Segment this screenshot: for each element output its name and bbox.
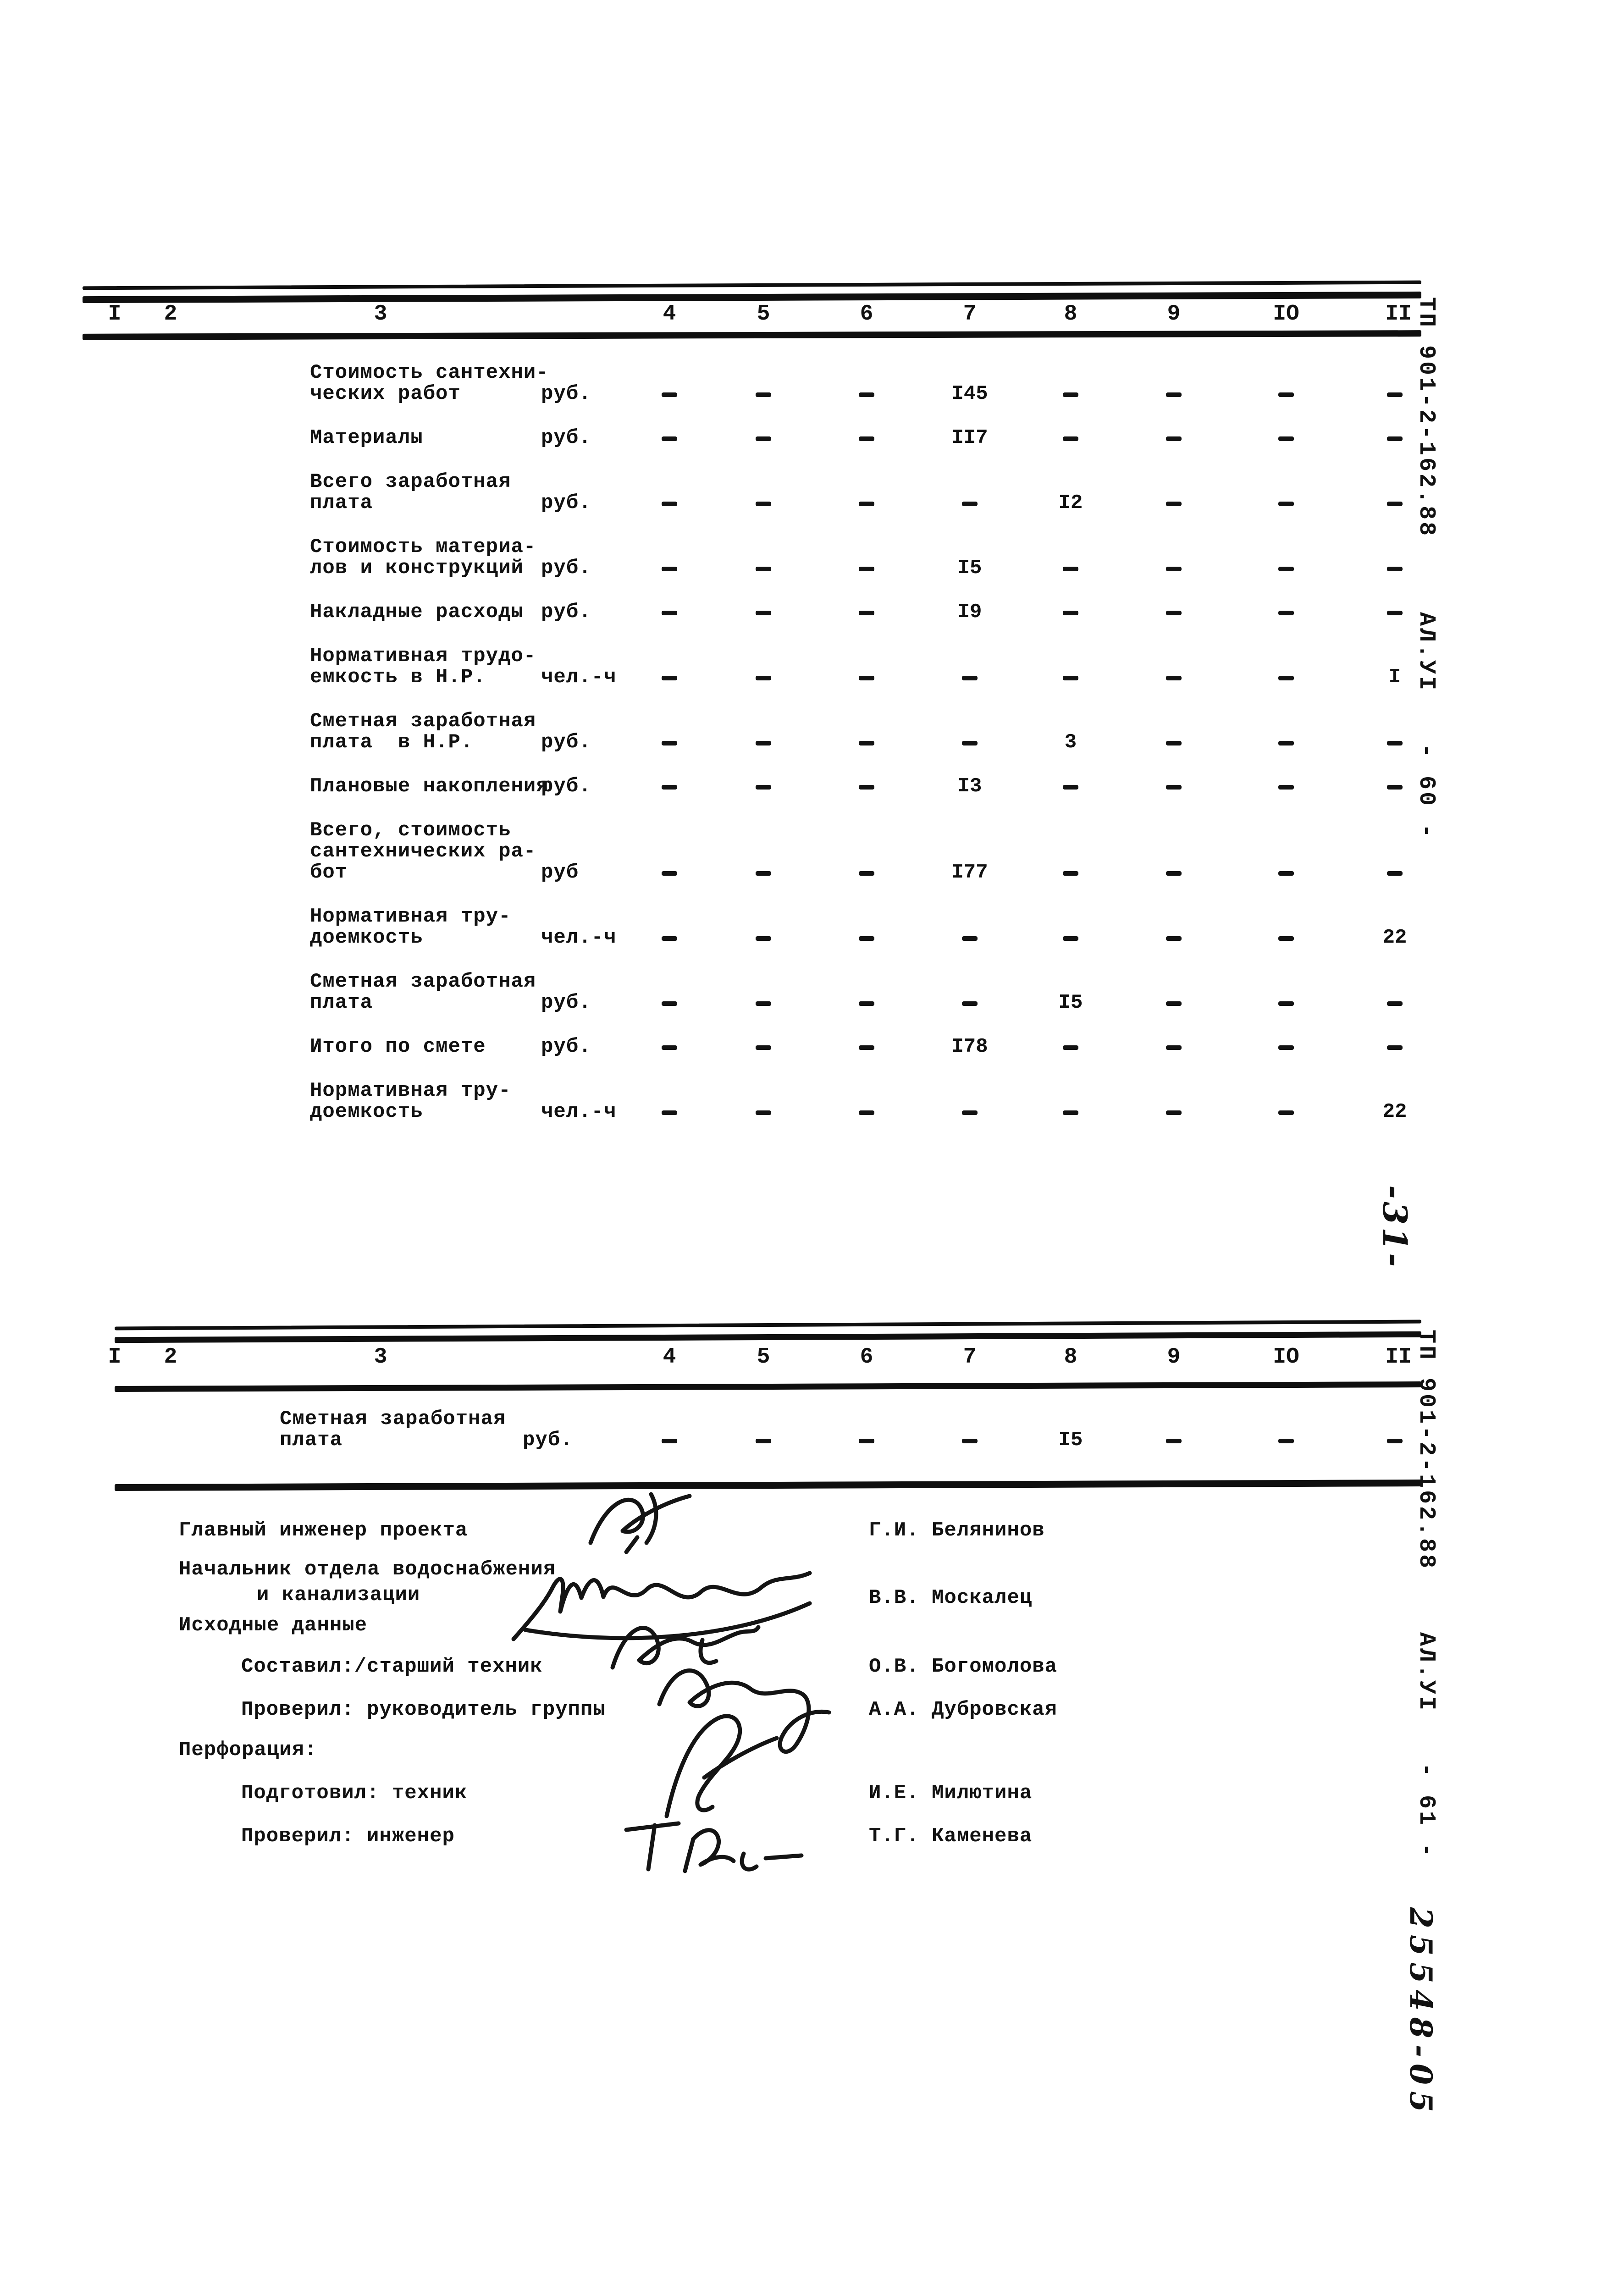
row-label: Всего, стоимость — [310, 819, 511, 842]
row-unit: чел.-ч — [541, 1100, 617, 1123]
dash-value — [1166, 676, 1182, 680]
dash-value — [662, 785, 677, 790]
row-label: лов и конструкций — [310, 557, 524, 580]
column-header: 2 — [164, 1345, 177, 1369]
signature-name: И.Е. Милютина — [869, 1782, 1033, 1805]
dash-value — [756, 611, 771, 615]
row-label: Сметная заработная — [310, 970, 536, 993]
row-unit: руб — [541, 861, 579, 884]
dash-value — [1278, 567, 1294, 571]
column-header: 6 — [860, 302, 873, 326]
dash-value — [1387, 392, 1403, 397]
dash-value — [1387, 785, 1403, 790]
row-unit: чел.-ч — [541, 926, 617, 949]
signature-name: Т.Г. Каменева — [869, 1825, 1033, 1848]
dash-value — [756, 1110, 771, 1115]
signature-name: Г.И. Белянинов — [869, 1519, 1045, 1542]
row-label: Сметная заработная — [280, 1408, 506, 1430]
dash-value — [962, 1110, 978, 1115]
dash-value — [1063, 676, 1078, 680]
dash-value — [1278, 392, 1294, 397]
column-header: 3 — [374, 302, 387, 326]
dash-value — [1278, 436, 1294, 441]
dash-value — [859, 741, 874, 745]
dash-value — [859, 1045, 874, 1050]
row-label: плата — [280, 1429, 343, 1452]
dash-value — [662, 1045, 677, 1050]
dash-value — [859, 611, 874, 615]
dash-value — [756, 392, 771, 397]
signature-label-line2: и канализации — [257, 1584, 420, 1607]
dash-value — [1166, 785, 1182, 790]
margin-album-top: АЛ.УІ — [1413, 612, 1439, 693]
cell-value: II7 — [951, 426, 988, 449]
margin-archive-number: 25548-05 — [1403, 1907, 1439, 2119]
column-header: 8 — [1064, 1345, 1077, 1369]
dash-value — [662, 1001, 677, 1006]
column-header: 2 — [164, 302, 177, 326]
cell-value: I5 — [1058, 991, 1083, 1014]
dash-value — [756, 676, 771, 680]
row-label: доемкость — [310, 926, 423, 949]
table-1-top-rule — [83, 292, 1421, 303]
signature-label: Перфорация: — [179, 1739, 317, 1761]
dash-value — [1166, 436, 1182, 441]
dash-value — [1387, 871, 1403, 876]
dash-value — [1278, 1001, 1294, 1006]
column-header: II — [1385, 302, 1412, 326]
dash-value — [662, 611, 677, 615]
row-label: Материалы — [310, 426, 423, 449]
dash-value — [859, 436, 874, 441]
dash-value — [662, 567, 677, 571]
margin-sheet-number-bottom: - 61 - — [1413, 1763, 1439, 1860]
column-header: I — [108, 302, 122, 326]
cell-value: I — [1388, 666, 1401, 689]
row-unit: руб. — [541, 382, 591, 405]
dash-value — [662, 741, 677, 745]
dash-value — [1278, 871, 1294, 876]
dash-value — [859, 871, 874, 876]
row-label: Сметная заработная — [310, 710, 536, 733]
handwritten-page-number: -31- — [1375, 1185, 1414, 1270]
dash-value — [1063, 392, 1078, 397]
dash-value — [962, 936, 978, 941]
row-unit: руб. — [541, 1035, 591, 1058]
dash-value — [662, 936, 677, 941]
row-unit: руб. — [541, 991, 591, 1014]
cell-value: 22 — [1382, 926, 1407, 949]
dash-value — [756, 936, 771, 941]
dash-value — [1166, 1045, 1182, 1050]
dash-value — [1387, 436, 1403, 441]
dash-value — [756, 741, 771, 745]
signature-engineer-checker — [619, 1809, 807, 1889]
row-label: сантехнических ра- — [310, 840, 536, 863]
margin-doc-code-top: ТП 901-2-162.88 — [1413, 297, 1439, 538]
signature-name: В.В. Москалец — [869, 1586, 1033, 1609]
column-header: IO — [1273, 302, 1299, 326]
dash-value — [1166, 392, 1182, 397]
dash-value — [1387, 741, 1403, 745]
row-label: Плановые накопления — [310, 775, 549, 798]
column-header: 9 — [1167, 1345, 1181, 1369]
dash-value — [962, 1001, 978, 1006]
table-2-top-rule-thin — [115, 1320, 1421, 1331]
dash-value — [1278, 1045, 1294, 1050]
column-header: 4 — [663, 302, 676, 326]
row-label: Нормативная тру- — [310, 1079, 511, 1102]
dash-value — [756, 567, 771, 571]
dash-value — [1063, 1110, 1078, 1115]
dash-value — [756, 785, 771, 790]
dash-value — [859, 785, 874, 790]
column-header: 7 — [963, 302, 977, 326]
dash-value — [859, 567, 874, 571]
signature-label: Составил:/старший техник — [241, 1655, 543, 1678]
dash-value — [1387, 1045, 1403, 1050]
signature-label: Проверил: руководитель группы — [241, 1698, 606, 1721]
signature-label: Начальник отдела водоснабжения — [179, 1558, 556, 1581]
row-unit: руб. — [541, 775, 591, 798]
dash-value — [662, 392, 677, 397]
dash-value — [1278, 1439, 1294, 1443]
row-unit: руб. — [541, 731, 591, 754]
dash-value — [1063, 871, 1078, 876]
row-label: бот — [310, 861, 348, 884]
dash-value — [1387, 502, 1403, 506]
row-label: Стоимость материа- — [310, 536, 536, 558]
dash-value — [1387, 1001, 1403, 1006]
dash-value — [1387, 611, 1403, 615]
dash-value — [756, 1045, 771, 1050]
table-2-header-rule — [115, 1381, 1421, 1392]
dash-value — [1278, 936, 1294, 941]
dash-value — [962, 502, 978, 506]
dash-value — [1278, 611, 1294, 615]
table-1-header-rule — [83, 330, 1421, 340]
cell-value: I2 — [1058, 491, 1083, 514]
dash-value — [1166, 1439, 1182, 1443]
dash-value — [1166, 1110, 1182, 1115]
table-2-top-rule — [115, 1331, 1421, 1343]
cell-value: 3 — [1064, 731, 1077, 754]
row-label: Нормативная трудо- — [310, 645, 536, 668]
dash-value — [1387, 1439, 1403, 1443]
dash-value — [962, 741, 978, 745]
column-header: I — [108, 1345, 122, 1369]
dash-value — [962, 1439, 978, 1443]
dash-value — [662, 676, 677, 680]
column-header: 8 — [1064, 302, 1077, 326]
dash-value — [1063, 567, 1078, 571]
signature-label: Главный инженер проекта — [179, 1519, 468, 1542]
row-label: плата — [310, 991, 373, 1014]
dash-value — [1063, 1045, 1078, 1050]
row-label: Нормативная тру- — [310, 905, 511, 928]
row-label: Всего заработная — [310, 470, 511, 493]
column-header: 9 — [1167, 302, 1181, 326]
dash-value — [662, 502, 677, 506]
dash-value — [1166, 936, 1182, 941]
dash-value — [662, 1439, 677, 1443]
dash-value — [859, 392, 874, 397]
cell-value: 22 — [1382, 1100, 1407, 1123]
dash-value — [1387, 567, 1403, 571]
dash-value — [1166, 871, 1182, 876]
cell-value: I45 — [951, 382, 988, 405]
dash-value — [1166, 1001, 1182, 1006]
row-label: Накладные расходы — [310, 601, 524, 624]
margin-sheet-number-top: - 60 - — [1413, 744, 1439, 840]
dash-value — [1166, 741, 1182, 745]
dash-value — [756, 436, 771, 441]
dash-value — [859, 1439, 874, 1443]
row-label: емкость в Н.Р. — [310, 666, 486, 689]
margin-album-bottom: АЛ.УІ — [1413, 1632, 1439, 1713]
row-label: плата в Н.Р. — [310, 731, 474, 754]
row-label: доемкость — [310, 1100, 423, 1123]
dash-value — [756, 502, 771, 506]
signature-name: О.В. Богомолова — [869, 1655, 1058, 1678]
signature-label: Проверил: инженер — [241, 1825, 455, 1848]
dash-value — [756, 1439, 771, 1443]
column-header: 7 — [963, 1345, 977, 1369]
dash-value — [1063, 785, 1078, 790]
cell-value: I5 — [1058, 1429, 1083, 1452]
dash-value — [1166, 567, 1182, 571]
dash-value — [1063, 436, 1078, 441]
cell-value: I78 — [951, 1035, 988, 1058]
dash-value — [1278, 676, 1294, 680]
column-header: 6 — [860, 1345, 873, 1369]
dash-value — [1166, 502, 1182, 506]
dash-value — [859, 502, 874, 506]
dash-value — [1278, 741, 1294, 745]
dash-value — [662, 436, 677, 441]
dash-value — [1166, 611, 1182, 615]
column-header: 5 — [757, 1345, 770, 1369]
dash-value — [962, 676, 978, 680]
dash-value — [859, 936, 874, 941]
dash-value — [1278, 785, 1294, 790]
dash-value — [1278, 502, 1294, 506]
row-unit: руб. — [541, 557, 591, 580]
row-label: Стоимость сантехни- — [310, 361, 549, 384]
cell-value: I5 — [957, 557, 982, 580]
margin-doc-code-bottom: ТП 901-2-162.88 — [1413, 1330, 1439, 1571]
row-unit: руб. — [541, 426, 591, 449]
table-2-bottom-rule — [115, 1480, 1421, 1491]
signature-name: А.А. Дубровская — [869, 1698, 1058, 1721]
row-unit: руб. — [523, 1429, 573, 1452]
row-label: плата — [310, 491, 373, 514]
dash-value — [1278, 1110, 1294, 1115]
cell-value: I77 — [951, 861, 988, 884]
dash-value — [756, 871, 771, 876]
dash-value — [662, 1110, 677, 1115]
column-header: 5 — [757, 302, 770, 326]
dash-value — [756, 1001, 771, 1006]
dash-value — [859, 676, 874, 680]
signature-label: Исходные данные — [179, 1614, 368, 1637]
column-header: 4 — [663, 1345, 676, 1369]
column-header: IO — [1273, 1345, 1299, 1369]
row-unit: руб. — [541, 491, 591, 514]
dash-value — [1063, 936, 1078, 941]
column-header: II — [1385, 1345, 1412, 1369]
row-unit: чел.-ч — [541, 666, 617, 689]
row-unit: руб. — [541, 601, 591, 624]
dash-value — [859, 1110, 874, 1115]
column-header: 3 — [374, 1345, 387, 1369]
dash-value — [662, 871, 677, 876]
signature-label: Подготовил: техник — [241, 1782, 468, 1805]
table-1-top-rule-thin — [83, 281, 1421, 290]
cell-value: I9 — [957, 601, 982, 624]
row-label: Итого по смете — [310, 1035, 486, 1058]
row-label: ческих работ — [310, 382, 461, 405]
dash-value — [859, 1001, 874, 1006]
cell-value: I3 — [957, 775, 982, 798]
dash-value — [1063, 611, 1078, 615]
